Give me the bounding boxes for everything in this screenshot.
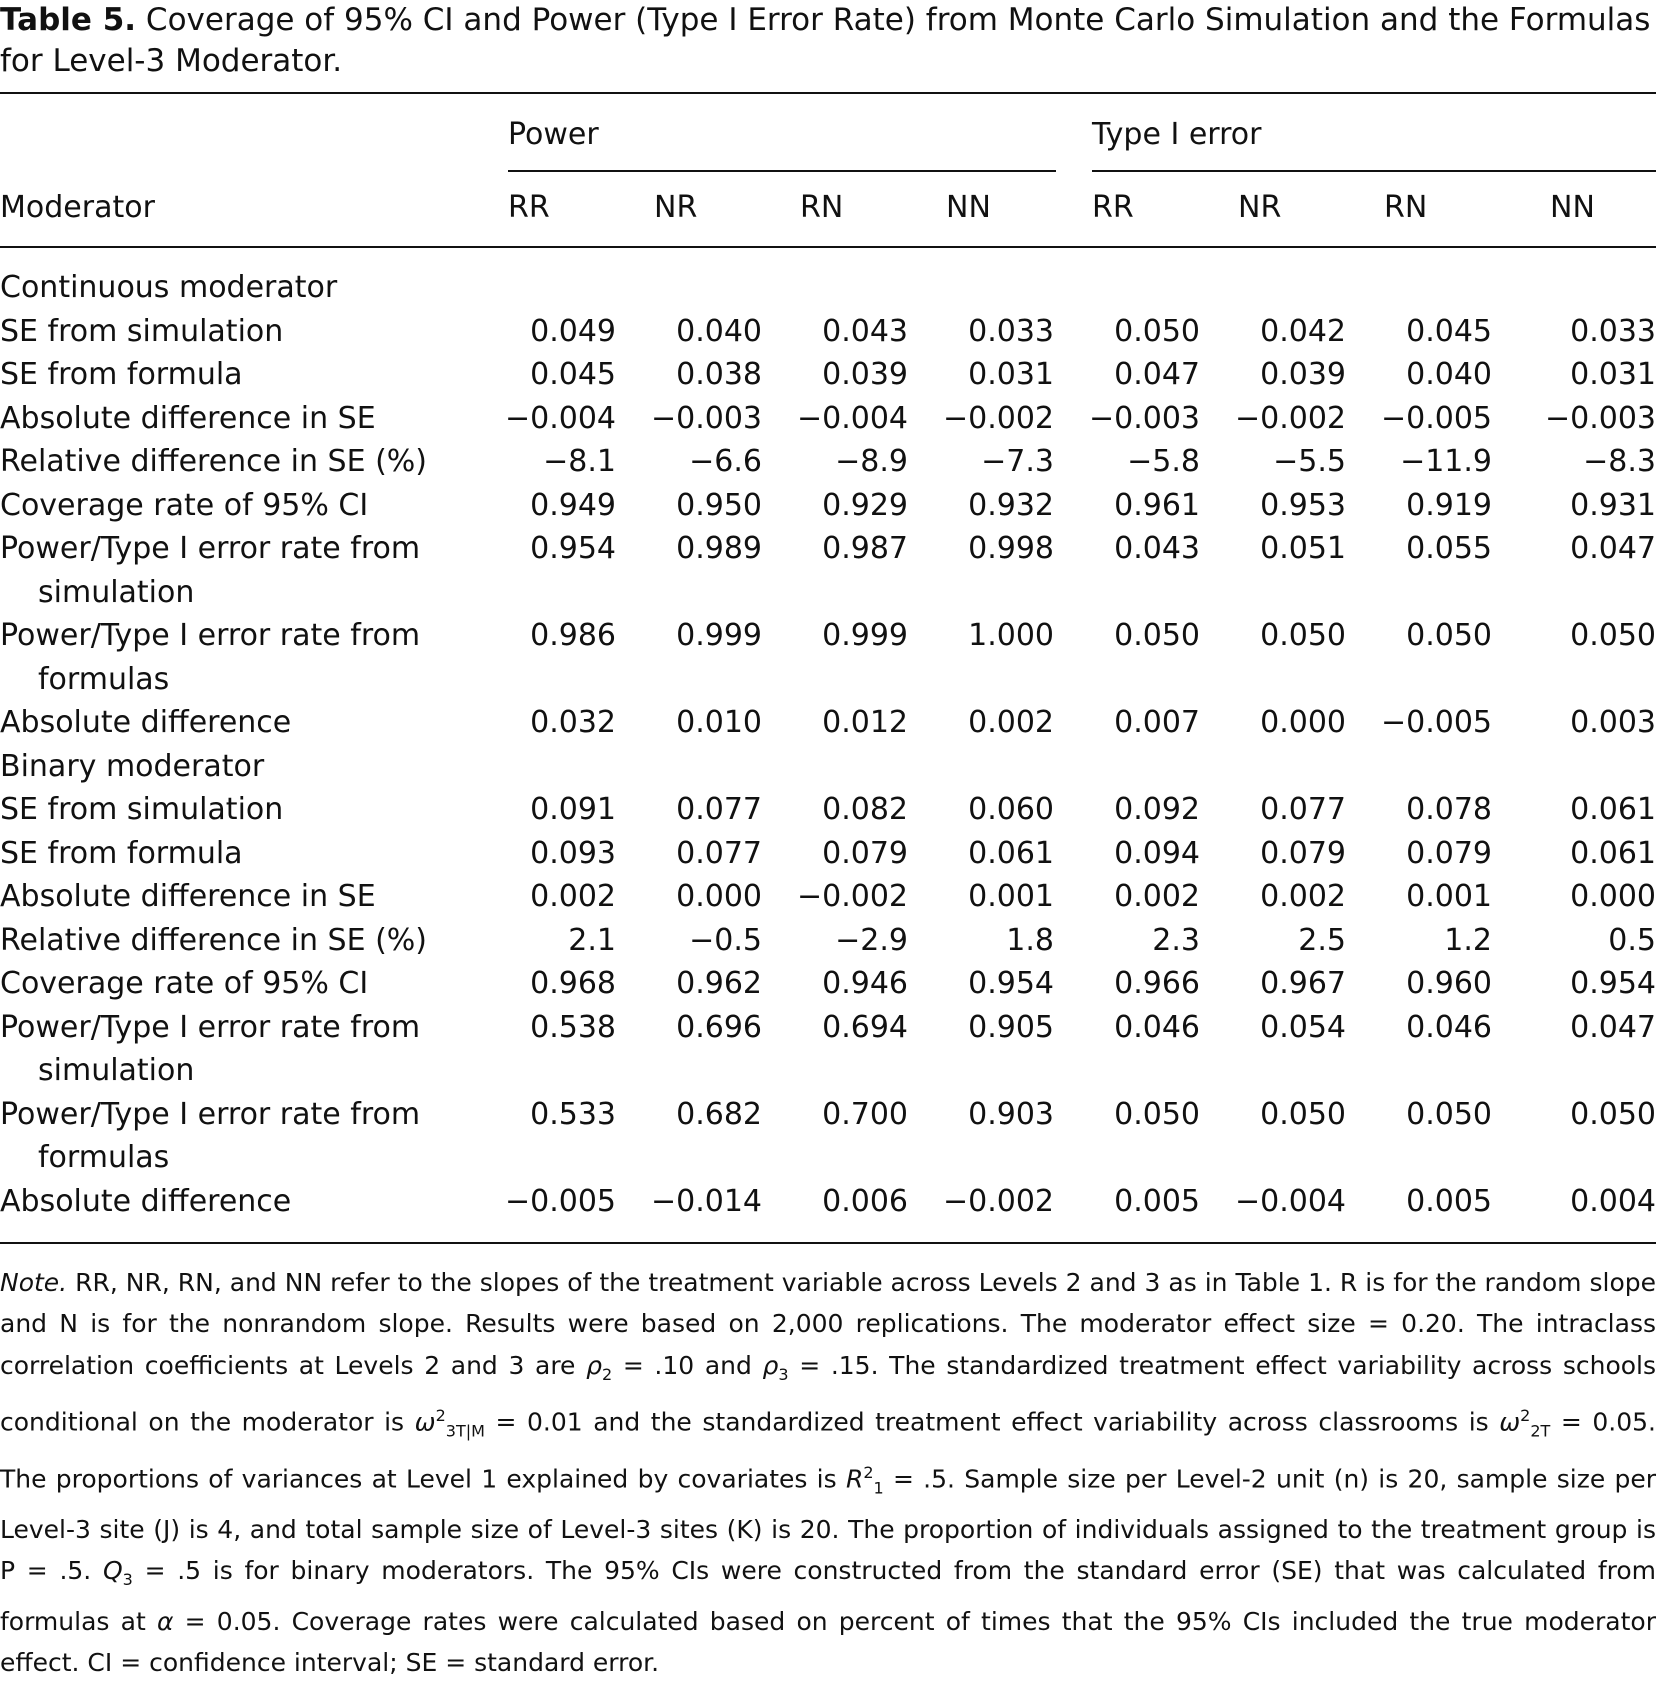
table-cell: 0.004 — [1570, 1183, 1656, 1219]
table-cell: −5.8 — [1127, 444, 1200, 479]
col-header-type1-nn: NN — [1550, 190, 1595, 225]
table-cell: 0.919 — [1406, 487, 1492, 523]
table-cell: 0.043 — [1114, 531, 1200, 566]
table-cell: 0.061 — [968, 835, 1054, 871]
table-cell: 0.700 — [822, 1096, 908, 1132]
table-cell: 0.682 — [676, 1096, 762, 1132]
table-cell: −0.5 — [689, 922, 762, 958]
table-cell: 0.050 — [1114, 618, 1200, 653]
section-title-label: Continuous moderator — [0, 270, 338, 305]
row-label: Relative difference in SE (%) — [0, 922, 427, 958]
group-header-type1: Type I error — [1092, 117, 1262, 152]
table-cell: 2.1 — [568, 922, 616, 958]
section-title — [0, 745, 1656, 788]
table-cell: 0.050 — [1260, 1096, 1346, 1132]
table-cell: 0.962 — [676, 966, 762, 1001]
table-cell: 0.047 — [1114, 357, 1200, 392]
table-cell: 0.5 — [1608, 922, 1656, 958]
table-cell: 0.050 — [1114, 313, 1200, 349]
table-cell: 0.050 — [1260, 618, 1346, 653]
row-label: Absolute difference in SE — [0, 879, 376, 914]
table-row — [0, 832, 1656, 875]
table-cell: 0.033 — [968, 313, 1054, 349]
row-label: SE from formula — [0, 357, 243, 392]
col-header-moderator: Moderator — [0, 190, 155, 225]
table-cell: 0.696 — [676, 1009, 762, 1045]
table-cell: 0.050 — [1570, 618, 1656, 653]
table-cell: 0.949 — [530, 487, 616, 523]
table-cell: 0.040 — [676, 313, 762, 349]
table-cell: 0.999 — [676, 618, 762, 653]
row-label: Power/Type I error rate from — [0, 1096, 421, 1132]
table-cell: 0.954 — [1570, 966, 1656, 1001]
table-cell: 0.079 — [1406, 835, 1492, 871]
note-lead: Note. — [0, 1268, 68, 1297]
power-underline — [508, 170, 1056, 172]
table-cell: 0.078 — [1406, 792, 1492, 827]
table-cell: 0.905 — [968, 1009, 1054, 1045]
section-title-label: Binary moderator — [0, 748, 265, 784]
row-label: Power/Type I error rate from — [0, 1009, 421, 1045]
table-cell: −0.014 — [650, 1183, 762, 1219]
col-header-type1-rr: RR — [1092, 190, 1134, 225]
table-cell: 0.002 — [530, 879, 616, 914]
table-cell: −0.003 — [1544, 400, 1656, 436]
row-label: Power/Type I error rate from — [0, 618, 421, 653]
table-cell: 0.054 — [1260, 1009, 1346, 1045]
table-cell: 0.999 — [822, 618, 908, 653]
col-header-power-rr: RR — [508, 190, 550, 225]
table-cell: 0.002 — [1114, 879, 1200, 914]
table-cell: 0.961 — [1114, 487, 1200, 523]
table-cell: 0.000 — [1570, 879, 1656, 914]
table-row — [0, 1006, 1656, 1049]
table-cell: 0.033 — [1570, 313, 1656, 349]
table-cell: 0.932 — [968, 487, 1054, 523]
table-cell: 0.953 — [1260, 487, 1346, 523]
table-cell: 2.5 — [1298, 922, 1346, 958]
table-row — [0, 1093, 1656, 1136]
table-row — [0, 919, 1656, 962]
table-cell: 0.931 — [1570, 487, 1656, 523]
table-cell: 0.038 — [676, 357, 762, 392]
table-cell: 0.989 — [676, 531, 762, 566]
row-label: Absolute difference — [0, 705, 292, 740]
table-row — [0, 310, 1656, 353]
table-row — [0, 788, 1656, 831]
table-cell: 2.3 — [1152, 922, 1200, 958]
table-cell: 0.031 — [1570, 357, 1656, 392]
table-cell: 0.077 — [676, 792, 762, 827]
table-cell: −8.9 — [835, 444, 908, 479]
table-cell: 0.538 — [530, 1009, 616, 1045]
table-row — [0, 527, 1656, 570]
table-cell: 0.079 — [1260, 835, 1346, 871]
table-cell: −0.002 — [942, 400, 1054, 436]
row-label-continuation: simulation — [38, 1053, 195, 1088]
type1-underline — [1092, 170, 1656, 172]
row-label: SE from formula — [0, 835, 243, 871]
row-label: Relative difference in SE (%) — [0, 444, 427, 479]
table-cell: 0.045 — [1406, 313, 1492, 349]
table-row — [0, 484, 1656, 527]
table-cell: −8.3 — [1583, 444, 1656, 479]
table-cell: −0.003 — [650, 400, 762, 436]
row-label: Coverage rate of 95% CI — [0, 487, 369, 523]
table-note: Note. RR, NR, RN, and NN refer to the slopes of the treatment variable across Levels 2 and 3 as in Table 1. R is for the random slope and N is for the nonrandom slope. Results were based on 2,000 replications. The moderator effect size = 0.20. The intraclass correlation coefficients at Levels 2 and 3 are $\rho_2 = .10$ and $\rho_3 = .15$. The standardized treatment effect variability across schools conditional on the moderator is $\omega^2_{3T|M} = 0.01$ and the standardized treatment effect variability across classrooms is $\omega^2_{2T} = 0.05$. The proportions of variances at Level 1 explained by covariates is $R^2_1 = .5$. Sample size per Level-2 unit (n) is 20, sample size per Level-3 site (J) is 4, and total sample size of Level-3 sites (K) is 20. The proportion of individuals assigned to the treatment group is P = .5. $Q_3 = .5$ is for binary moderators. The 95% CIs were constructed from the standard error (SE) that was calculated from formulas at α = 0.05. Coverage rates were calculated based on percent of times that the 95% CIs included the true moderator effect. CI = confidence interval; SE = standard error. — [0, 1268, 1656, 1677]
table-cell: 0.003 — [1570, 705, 1656, 740]
table-cell: 0.998 — [968, 531, 1054, 566]
table-cell: 0.946 — [822, 966, 908, 1001]
table-cell: 0.012 — [822, 705, 908, 740]
table-row — [0, 397, 1656, 440]
table-cell: 0.094 — [1114, 835, 1200, 871]
table-cell: −0.004 — [796, 400, 908, 436]
table-cell: 0.031 — [968, 357, 1054, 392]
table-cell: 0.903 — [968, 1096, 1054, 1132]
table-row-continuation — [0, 571, 1656, 614]
table-cell: 0.050 — [1406, 1096, 1492, 1132]
table-cell: 0.082 — [822, 792, 908, 827]
row-label-continuation: simulation — [38, 574, 195, 610]
table-cell: 0.050 — [1570, 1096, 1656, 1132]
table-cell: 0.006 — [822, 1183, 908, 1219]
row-label: Coverage rate of 95% CI — [0, 966, 369, 1001]
table-row — [0, 875, 1656, 918]
table-cell: 0.966 — [1114, 966, 1200, 1001]
table-cell: 1.8 — [1006, 922, 1054, 958]
table-cell: 0.694 — [822, 1009, 908, 1045]
table-cell: 0.061 — [1570, 792, 1656, 827]
row-label: SE from simulation — [0, 313, 284, 349]
table-row — [0, 353, 1656, 396]
row-label: Absolute difference in SE — [0, 400, 376, 436]
table-row — [0, 962, 1656, 1005]
table-cell: 1.2 — [1444, 922, 1492, 958]
table-cell: 0.060 — [968, 792, 1054, 827]
table-cell: 0.001 — [968, 879, 1054, 914]
table-cell: 0.000 — [676, 879, 762, 914]
table-cell: 0.968 — [530, 966, 616, 1001]
row-label-continuation: formulas — [38, 661, 170, 697]
table-row-continuation — [0, 658, 1656, 701]
table-cell: 0.039 — [1260, 357, 1346, 392]
table-cell: −0.002 — [942, 1183, 1054, 1219]
table-cell: 0.000 — [1260, 705, 1346, 740]
table-cell: 0.967 — [1260, 966, 1346, 1001]
table-cell: 0.061 — [1570, 835, 1656, 871]
row-label: Power/Type I error rate from — [0, 531, 421, 566]
table-row — [0, 1180, 1656, 1223]
table-label: Table 5. — [0, 2, 137, 38]
table-caption — [0, 0, 1656, 82]
table-cell: 0.043 — [822, 313, 908, 349]
table-cell: −0.005 — [1380, 400, 1492, 436]
table-cell: −5.5 — [1273, 444, 1346, 479]
table-cell: −0.005 — [1380, 705, 1492, 740]
table-cell: −0.002 — [1234, 400, 1346, 436]
table-cell: −0.003 — [1088, 400, 1200, 436]
table-row — [0, 701, 1656, 744]
table-cell: 0.042 — [1260, 313, 1346, 349]
table-cell: 0.002 — [1260, 879, 1346, 914]
table-cell: −0.004 — [504, 400, 616, 436]
table-cell: 0.010 — [676, 705, 762, 740]
table-cell: 0.049 — [530, 313, 616, 349]
table-cell: −11.9 — [1400, 444, 1492, 479]
table-cell: −0.005 — [504, 1183, 616, 1219]
table-title: Coverage of 95% CI and Power (Type I Error Rate) from Monte Carlo Simulation and the Formulas for Level-3 Moderator. — [0, 2, 1651, 79]
header-rule — [0, 246, 1656, 248]
table-cell: 0.050 — [1114, 1096, 1200, 1132]
table-cell: 0.046 — [1406, 1009, 1492, 1045]
table-cell: 0.077 — [676, 835, 762, 871]
row-label-continuation: formulas — [38, 1140, 170, 1175]
table-cell: 0.093 — [530, 835, 616, 871]
table-cell: 0.002 — [968, 705, 1054, 740]
col-header-power-nr: NR — [654, 190, 698, 225]
table-cell: 0.055 — [1406, 531, 1492, 566]
table-cell: 0.533 — [530, 1096, 616, 1132]
table-row — [0, 440, 1656, 483]
table-cell: 0.039 — [822, 357, 908, 392]
table-cell: −8.1 — [543, 444, 616, 479]
table-cell: 0.950 — [676, 487, 762, 523]
table-cell: 0.954 — [968, 966, 1054, 1001]
table-cell: 0.929 — [822, 487, 908, 523]
table-cell: 0.005 — [1114, 1183, 1200, 1219]
col-header-type1-nr: NR — [1238, 190, 1282, 225]
col-header-power-rn: RN — [800, 190, 844, 225]
table-cell: 0.007 — [1114, 705, 1200, 740]
section-title — [0, 266, 1656, 309]
table-cell: 0.954 — [530, 531, 616, 566]
bottom-rule — [0, 1242, 1656, 1244]
col-header-type1-rn: RN — [1384, 190, 1428, 225]
table-cell: 0.045 — [530, 357, 616, 392]
row-label: SE from simulation — [0, 792, 284, 827]
table-cell: 0.051 — [1260, 531, 1346, 566]
table-cell: 0.001 — [1406, 879, 1492, 914]
table-cell: 0.050 — [1406, 618, 1492, 653]
table-cell: 0.987 — [822, 531, 908, 566]
table-row-continuation — [0, 1049, 1656, 1092]
col-header-power-nn: NN — [946, 190, 991, 225]
table-cell: 0.986 — [530, 618, 616, 653]
table-cell: 1.000 — [968, 618, 1054, 653]
table-cell: 0.077 — [1260, 792, 1346, 827]
group-header-power: Power — [508, 117, 599, 152]
table-cell: −0.004 — [1234, 1183, 1346, 1219]
table-cell: 0.960 — [1406, 966, 1492, 1001]
top-rule — [0, 92, 1656, 94]
table-cell: −6.6 — [689, 444, 762, 479]
table-cell: 0.091 — [530, 792, 616, 827]
table-cell: 0.005 — [1406, 1183, 1492, 1219]
table-row — [0, 614, 1656, 657]
table-cell: 0.079 — [822, 835, 908, 871]
table-cell: 0.047 — [1570, 1009, 1656, 1045]
table-cell: 0.032 — [530, 705, 616, 740]
table-row-continuation — [0, 1136, 1656, 1179]
table-cell: −7.3 — [981, 444, 1054, 479]
row-label: Absolute difference — [0, 1183, 292, 1219]
table-cell: −0.002 — [796, 879, 908, 914]
table-cell: 0.047 — [1570, 531, 1656, 566]
table-cell: 0.046 — [1114, 1009, 1200, 1045]
table-cell: 0.040 — [1406, 357, 1492, 392]
table-cell: −2.9 — [835, 922, 908, 958]
table-cell: 0.092 — [1114, 792, 1200, 827]
